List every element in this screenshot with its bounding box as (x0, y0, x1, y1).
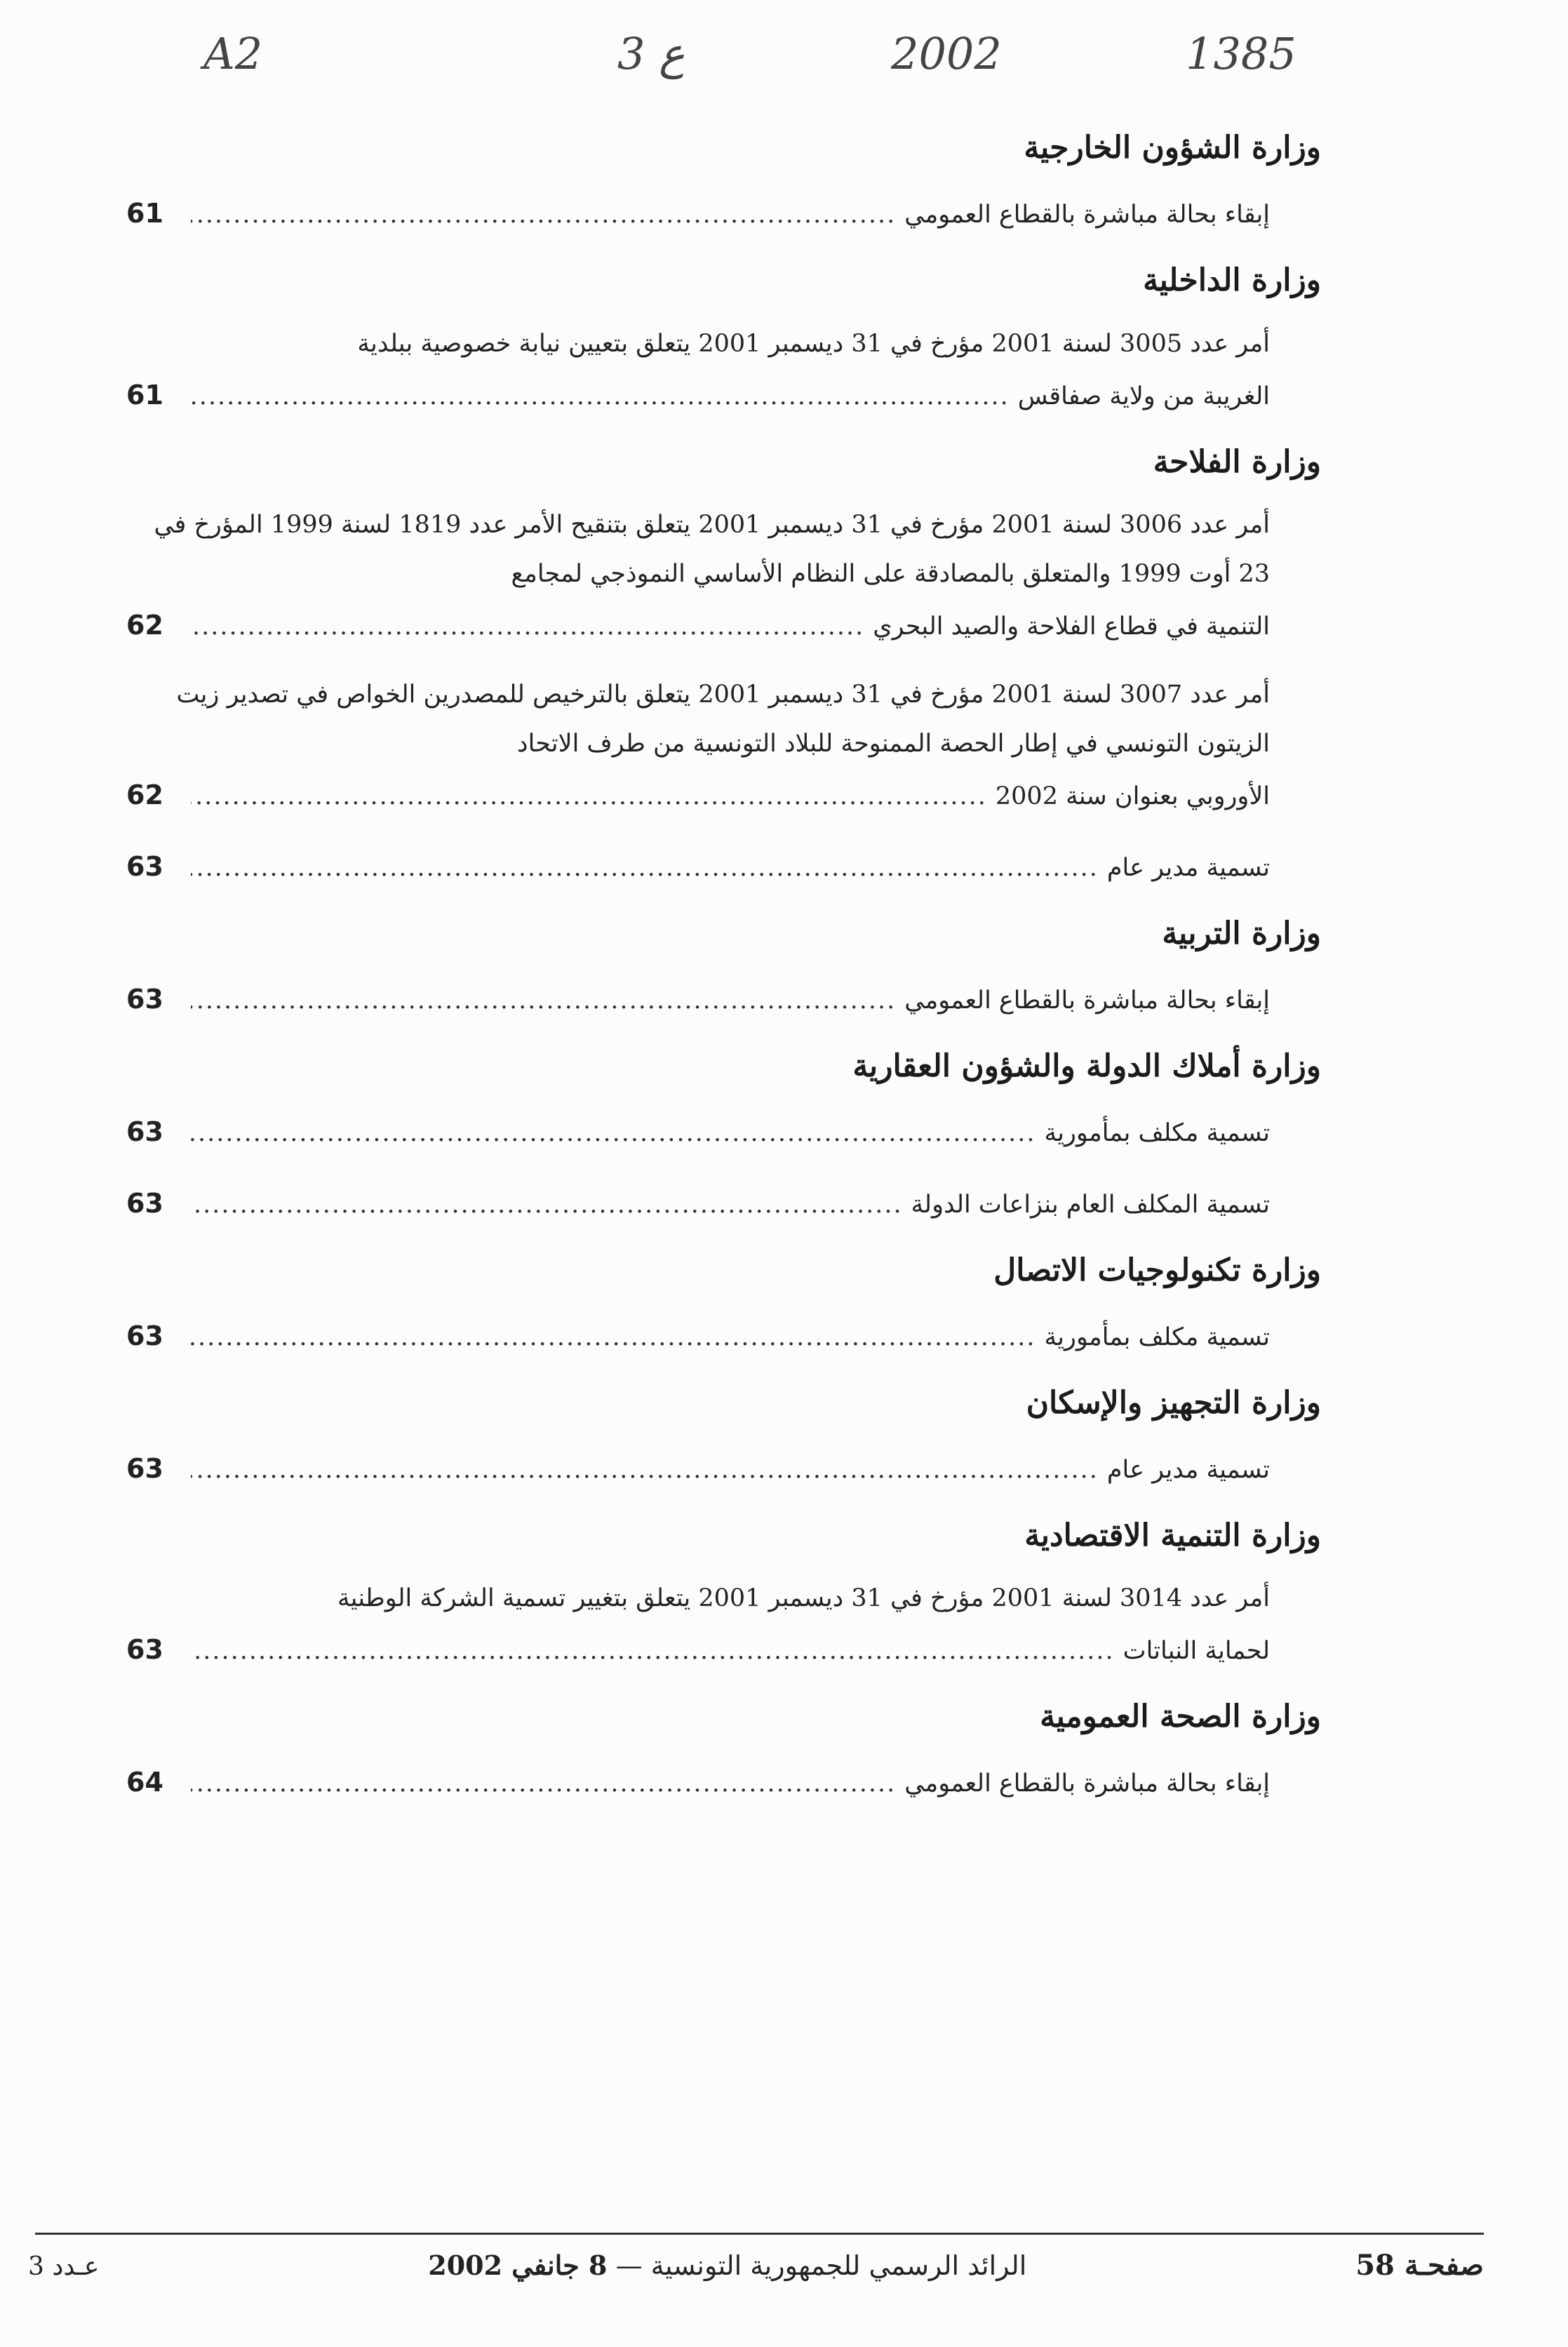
handwritten-note-year: 2002 (891, 28, 1002, 79)
entry-leader-line (126, 768, 1270, 822)
handwritten-note-a2: A2 (203, 28, 263, 79)
toc-section (126, 1699, 1321, 1809)
entry-last-line: إبقاء بحالة مباشرة بالقطاع العمومي (904, 987, 1270, 1015)
entry-page-number: 63 (126, 1187, 163, 1219)
entry-last-line: الأوروبي بعنوان سنة 2002 (995, 782, 1270, 811)
toc-entry[interactable] (126, 1105, 1270, 1158)
footer-page-number: صفحـة 58 (1355, 2249, 1484, 2282)
toc-entry[interactable] (126, 187, 1270, 240)
entry-last-line: تسمية مكلف بمأمورية (1044, 1118, 1270, 1147)
section-title: وزارة أملاك الدولة والشؤون العقارية (852, 1048, 1321, 1085)
entry-leader-line (126, 1177, 1270, 1230)
toc-entry[interactable] (126, 1574, 1270, 1676)
toc-entry[interactable] (126, 670, 1270, 822)
entry-leader-line (126, 840, 1270, 893)
entry-page-number: 61 (126, 197, 163, 229)
toc-entry[interactable] (126, 500, 1270, 652)
footer-gazette-title (428, 2249, 1026, 2281)
section-title: وزارة الصحة العمومية (1040, 1699, 1321, 1735)
entry-page-number: 63 (126, 851, 163, 883)
dot-leader (191, 843, 1099, 892)
section-title: وزارة تكنولوجيات الاتصال (993, 1252, 1321, 1288)
entry-last-line: تسمية مكلف بمأمورية (1044, 1323, 1270, 1351)
footer-issue: عـدد 3 (28, 2252, 100, 2281)
toc-entry[interactable] (126, 1756, 1270, 1809)
dot-leader (191, 1626, 1115, 1676)
dot-leader (191, 1313, 1036, 1362)
toc-section (126, 916, 1321, 1026)
entry-leader-line (126, 1309, 1270, 1363)
footer-gazette-name: الرائد الرسمي للجمهورية التونسية — (615, 2250, 1027, 2281)
section-title: وزارة الشؤون الخارجية (1024, 130, 1321, 166)
toc-section (126, 262, 1321, 422)
entry-last-line: التنمية في قطاع الفلاحة والصيد البحري (873, 613, 1270, 641)
entry-leader-line (126, 972, 1270, 1026)
dot-leader (191, 1759, 896, 1808)
section-title: وزارة التنمية الاقتصادية (1024, 1517, 1321, 1553)
dot-leader (191, 602, 864, 651)
entry-last-line: تسمية المكلف العام بنزاعات الدولة (911, 1190, 1270, 1219)
entry-text: أمر عدد 3014 لسنة 2001 مؤرخ في 31 ديسمبر 2001 يتعلق بتغيير تسمية الشركة الوطنية (337, 1584, 1270, 1613)
toc-entry[interactable] (126, 319, 1270, 422)
toc-section (126, 1384, 1321, 1495)
dot-leader (191, 190, 896, 239)
toc-section (126, 1517, 1321, 1677)
footer-divider (35, 2233, 1484, 2235)
entry-page-number: 62 (126, 610, 163, 641)
entry-last-line: إبقاء بحالة مباشرة بالقطاع العمومي (904, 1770, 1270, 1798)
entry-last-line: لحماية النباتات (1123, 1637, 1270, 1666)
dot-leader (191, 1180, 903, 1229)
entry-leader-line (126, 1442, 1270, 1495)
entry-text: أمر عدد 3006 لسنة 2001 مؤرخ في 31 ديسمبر 2001 يتعلق بتنقيح الأمر عدد 1819 لسنة 1999 المؤرخ في 23 أوت 1999 والمتعلق بالمصادقة على النظام الأساسي النموذجي لمجامع (154, 511, 1270, 589)
entry-leader-line (126, 1623, 1270, 1676)
section-title: وزارة الداخلية (1143, 262, 1321, 298)
entry-page-number: 62 (126, 780, 163, 811)
entry-page-number: 61 (126, 379, 163, 410)
entry-last-line: تسمية مدير عام (1106, 1455, 1270, 1484)
toc-section (126, 130, 1321, 240)
entry-page-number: 63 (126, 1320, 163, 1351)
section-title: وزارة التجهيز والإسكان (1026, 1384, 1321, 1421)
entry-page-number: 63 (126, 984, 163, 1015)
dot-leader (191, 1109, 1036, 1158)
toc-section (126, 1048, 1321, 1230)
dot-leader (191, 1445, 1099, 1495)
handwritten-note-issue: 3 ع (617, 28, 685, 79)
toc-entry[interactable] (126, 1177, 1270, 1230)
entry-text: أمر عدد 3005 لسنة 2001 مؤرخ في 31 ديسمبر 2001 يتعلق بتعيين نيابة خصوصية ببلدية (357, 329, 1270, 358)
toc-entry[interactable] (126, 1442, 1270, 1495)
entry-leader-line (126, 368, 1270, 422)
toc-entry[interactable] (126, 840, 1270, 893)
page-footer (28, 2249, 1484, 2282)
table-of-contents (126, 130, 1321, 1831)
toc-section (126, 443, 1321, 894)
entry-page-number: 63 (126, 1452, 163, 1484)
entry-page-number: 63 (126, 1116, 163, 1147)
dot-leader (191, 976, 896, 1025)
entry-page-number: 63 (126, 1634, 163, 1666)
entry-last-line: الغريبة من ولاية صفاقس (1017, 382, 1270, 410)
entry-page-number: 64 (126, 1767, 163, 1798)
entry-leader-line (126, 599, 1270, 652)
toc-entry[interactable] (126, 972, 1270, 1026)
dot-leader (191, 772, 987, 821)
section-title: وزارة التربية (1162, 916, 1321, 952)
section-title: وزارة الفلاحة (1153, 443, 1321, 480)
entry-last-line: تسمية مدير عام (1106, 854, 1270, 883)
entry-last-line: إبقاء بحالة مباشرة بالقطاع العمومي (904, 200, 1270, 229)
dot-leader (191, 372, 1010, 421)
footer-date: 8 جانفي 2002 (428, 2249, 608, 2281)
handwritten-note-number: 1385 (1186, 28, 1296, 79)
entry-text: أمر عدد 3007 لسنة 2001 مؤرخ في 31 ديسمبر 2001 يتعلق بالترخيص للمصدرين الخواص في تصدير زيت الزيتون التونسي في إطار الحصة الممنوحة للبلاد التونسية من طرف الاتحاد (176, 681, 1270, 758)
toc-entry[interactable] (126, 1309, 1270, 1363)
toc-section (126, 1252, 1321, 1363)
entry-leader-line (126, 1105, 1270, 1158)
entry-leader-line (126, 187, 1270, 240)
entry-leader-line (126, 1756, 1270, 1809)
